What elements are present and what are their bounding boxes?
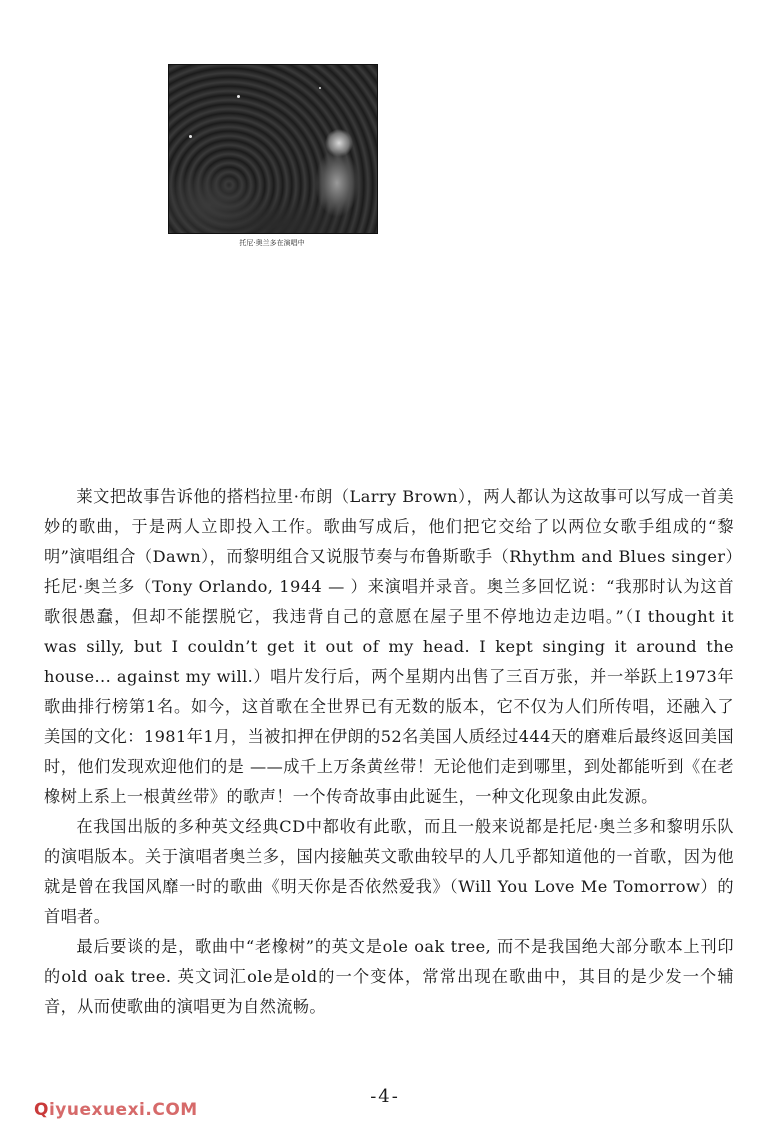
paragraph-3: 最后要谈的是，歌曲中“老橡树”的英文是ole oak tree, 而不是我国绝大部分歌本上刊印的old oak tree. 英文词汇ole是old的一个变体，常常出现在歌曲中，其目的是少发一个辅音，从而使歌曲的演唱更为自然流畅。 [44,937,734,1016]
photo-caption: 托尼·奥兰多在演唱中 [239,239,305,247]
stage-light [319,87,321,89]
page-number: -4- [370,1086,400,1107]
watermark-letter: Q [34,1100,49,1120]
watermark-text: iyuexuexi.COM [48,1100,198,1120]
paragraph-1: 莱文把故事告诉他的搭档拉里·布朗（Larry Brown），两人都认为这故事可以写成一首美妙的歌曲，于是两人立即投入工作。歌曲写成后，他们把它交给了以两位女歌手组成的“黎明”演唱组合（Dawn），而黎明组合又说服节奏与布鲁斯歌手（Rhythm and Blues singer）托尼·奥兰多（Tony Orlando, 1944 — ）来演唱并录音。奥兰多回忆说：“我那时认为这首歌很愚蠢，但却不能摆脱它，我违背自己的意愿在屋子里不停地边走边唱。”（I thought it was silly, but I couldn’t get it out of my head. I kept singing it around the house... against my will.）唱片发行后，两个星期内出售了三百万张，并一举跃上1973年歌曲排行榜第1名。如今，这首歌在全世界已有无数的版本，它不仅为人们所传唱，还融入了美国的文化：1981年1月，当被扣押在伊朗的52名美国人质经过444天的磨难后最终返回美国时，他们发现欢迎他们的是 ——成千上万条黄丝带！无论他们走到哪里，到处都能听到《在老橡树上系上一根黄丝带》的歌声！一个传奇故事由此诞生，一种文化现象由此发源。 [44,487,734,806]
article-body [44,482,734,1022]
site-watermark [34,1100,198,1120]
paragraph-2: 在我国出版的多种英文经典CD中都收有此歌，而且一般来说都是托尼·奥兰多和黎明乐队的演唱版本。关于演唱者奥兰多，国内接触英文歌曲较早的人几乎都知道他的一首歌，因为他就是曾在我国风靡一时的歌曲《明天你是否依然爱我》（Will You Love Me Tomorrow）的首唱者。 [44,817,734,926]
concert-photo [168,64,378,234]
stage-light [237,95,240,98]
stage-light [189,135,192,138]
